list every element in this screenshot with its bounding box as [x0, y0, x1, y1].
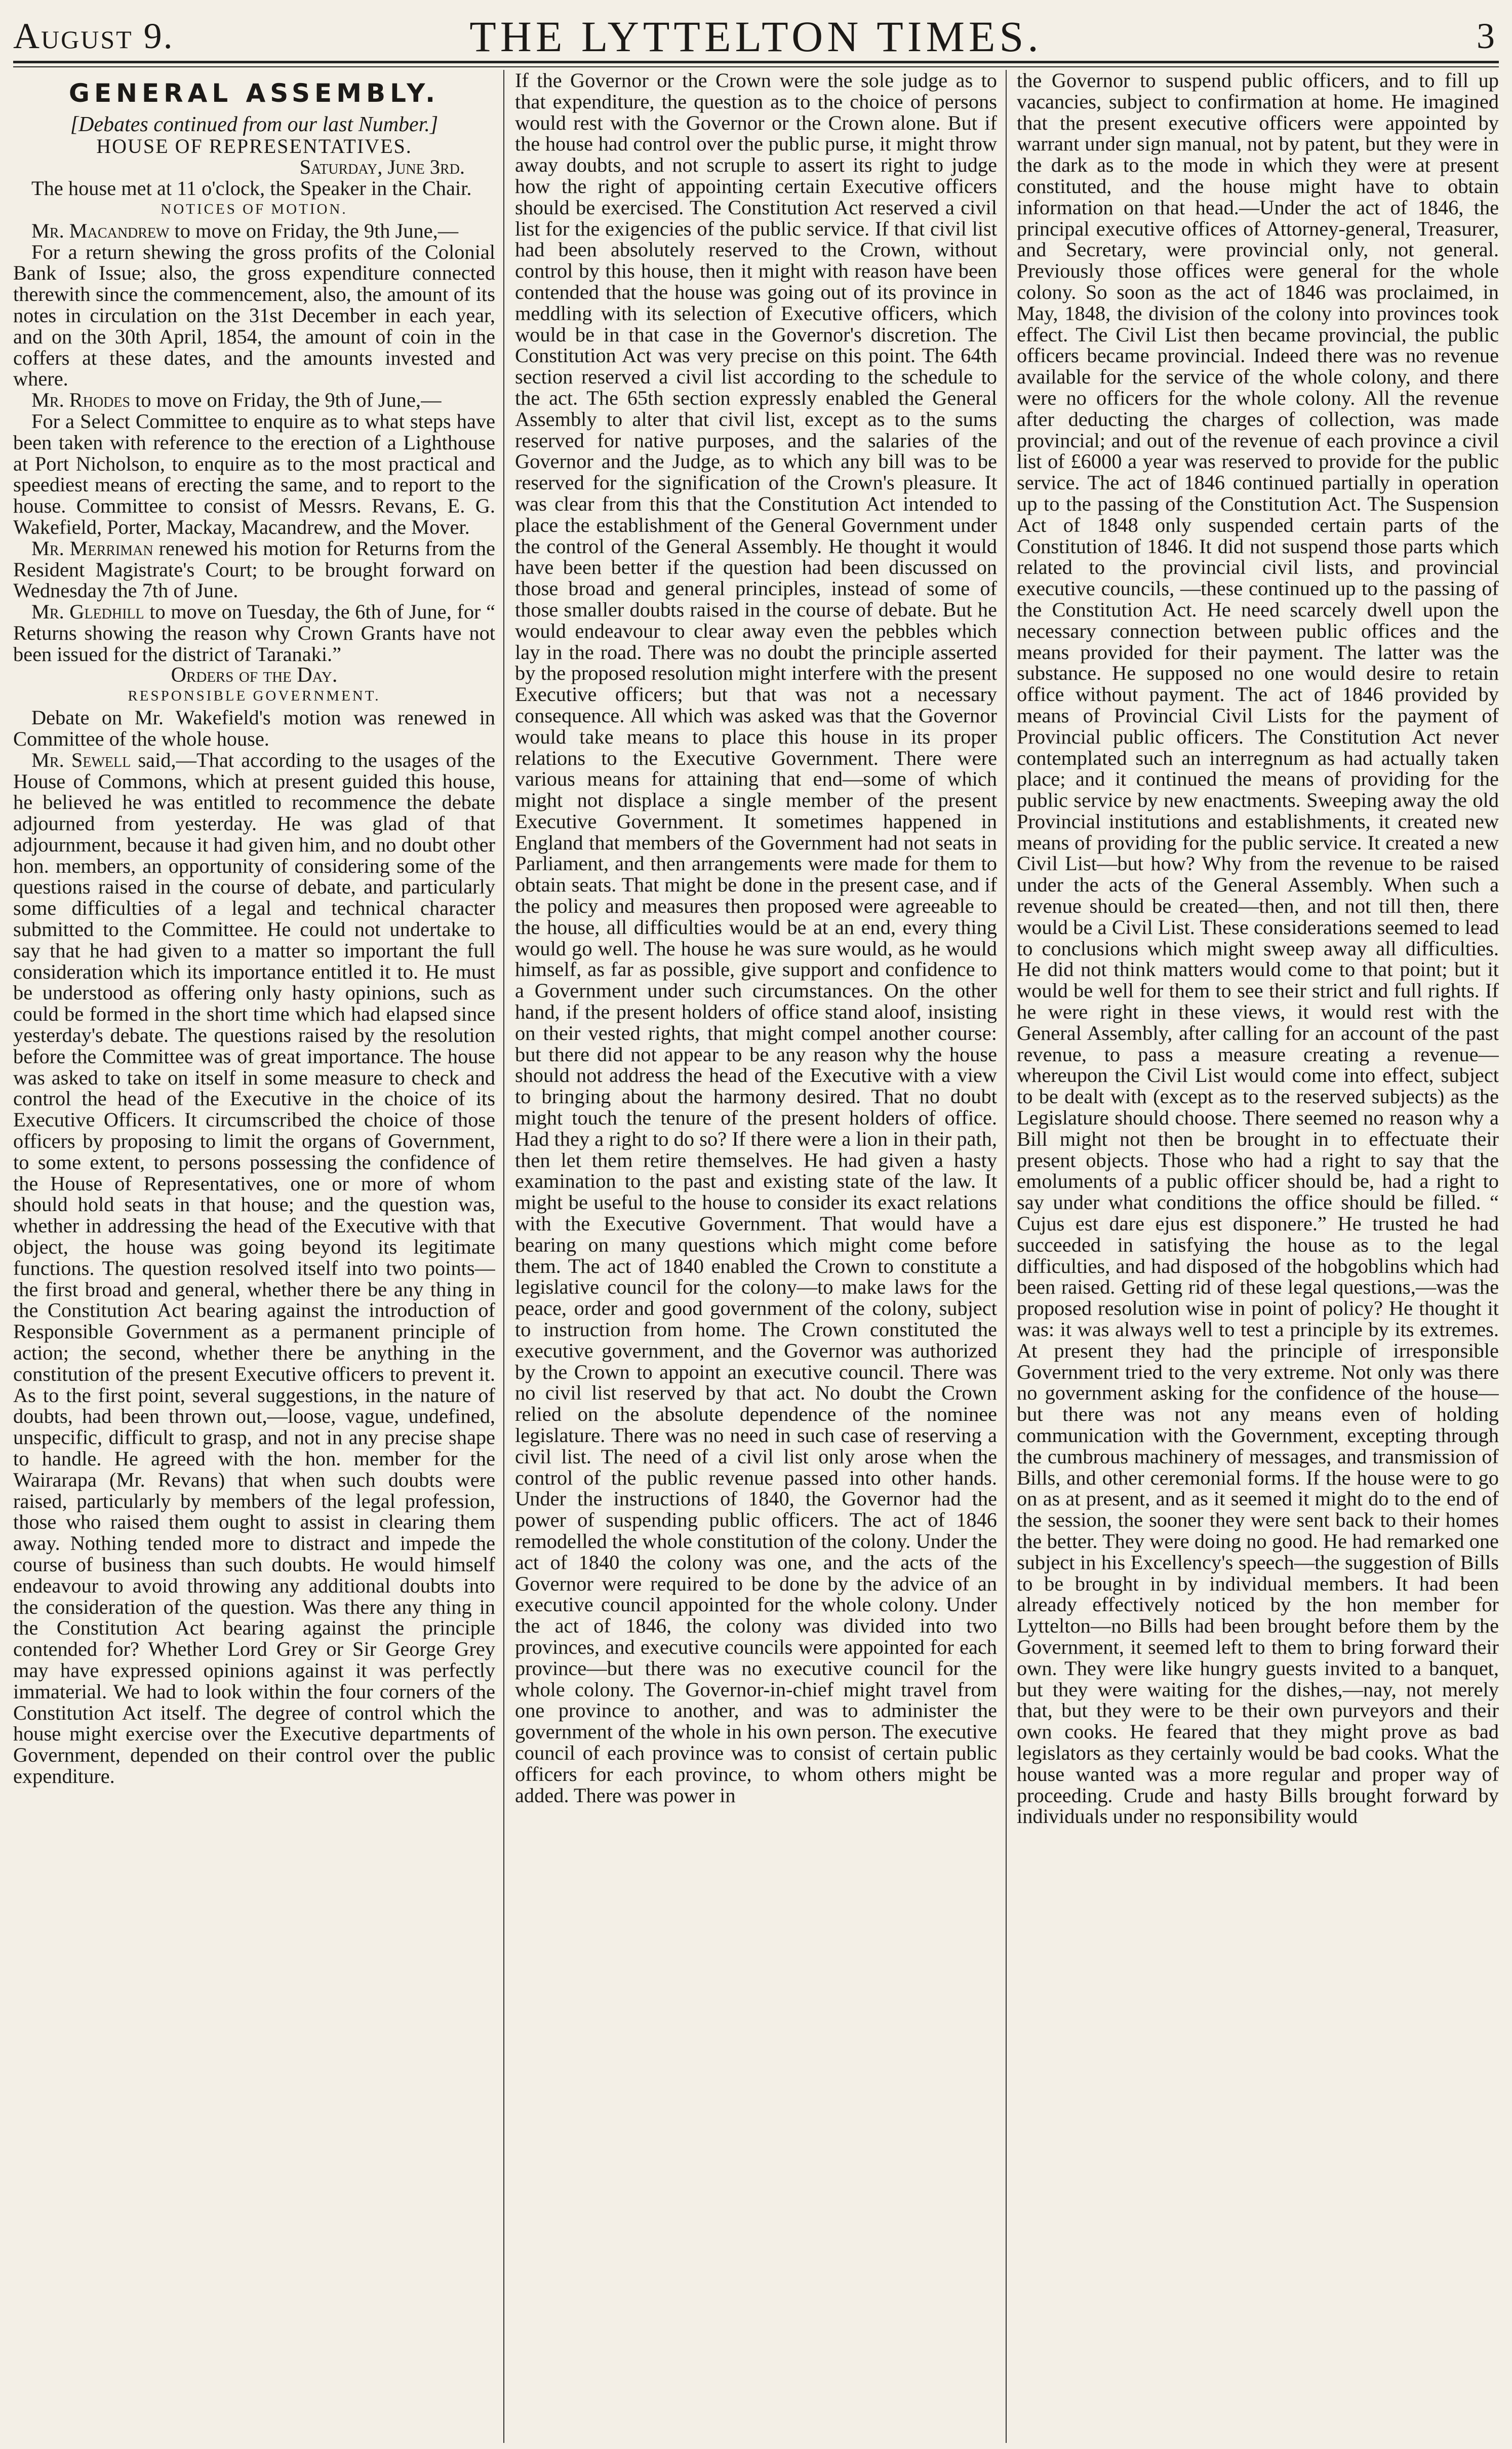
paragraph-text: to move on Tuesday, the 6th of June, for “ Returns showing the reason why Crown Grants have not been issued for the district of Taranaki.” — [13, 600, 495, 666]
page-number: 3 — [1477, 16, 1495, 56]
subsection-heading: RESPONSIBLE GOVERNMENT. — [128, 688, 381, 705]
paragraph: For a Select Committee to enquire as to what steps have been taken with reference to the erection of a Lighthouse at Port Nicholson, to enquire as to the most practical and speediest means of erecting the same, and to report to the house. Committee to consist of Messrs. Revans, E. G. Wakefield, Porter, Mackay, Macandrew, and the Mover. — [13, 409, 495, 538]
speaker-name: Mr. Gledhill — [31, 600, 144, 624]
masthead-rule — [13, 61, 1499, 63]
sitting-date: Saturday, June 3rd. — [299, 156, 465, 179]
speaker-name: Mr. Rhodes — [31, 388, 131, 412]
newspaper-title: THE LYTTELTON TIMES. — [469, 12, 1043, 61]
paragraph — [13, 220, 495, 242]
column-1 — [13, 70, 495, 2443]
column-divider — [1006, 70, 1007, 2443]
speaker-name: Mr. Merriman — [31, 536, 153, 560]
column-3 — [1017, 70, 1499, 2443]
paragraph: For a return shewing the gross profits of the Colonial Bank of Issue; also, the gross expenditure connected therewith since the commencement, also, the amount of its notes in circulation on the 31st December in each year, and on the 30th April, 1854, the amount of coin in the coffers at these dates, and the amounts invested and where. — [13, 240, 495, 391]
paragraph — [13, 390, 495, 411]
paragraph-text: to move on Friday, the 9th of June,— — [130, 388, 442, 412]
speaker-name: Mr. Sewell — [31, 748, 131, 771]
paragraph: If the Governor or the Crown were the sole judge as to that expenditure, the question as to the choice of persons would rest with the Governor or the Crown alone. But if the house had control over the public purse, it might throw away doubts, and not scruple to assert its right to judge how the right of appointing certain Executive officers should be exercised. The Constitution Act reserved a civil list for the exigencies of the public service. If that civil list had been absolutely reserved to the Crown, without control by this house, then it might with reason have been contended that the house was going out of its province in meddling with its selection of Executive officers, which would be in that case in the Governor's discretion. The Constitution Act was very precise on this point. The 64th section reserved a civil list according to the schedule to the act. The 65th section expressly enabled the General Assembly to alter that civil list, except as to the sums reserved for native purposes, and the salaries of the Governor and the Judge, as to which any bill was to be reserved for the signification of the Crown's pleasure. It was clear from this that the Constitution Act intended to place the establishment of the General Government under the control of the General Assembly. He thought it would have been better if the question had been discussed on those broad and general principles, instead of some of those smaller doubts raised in the course of debate. But he would endeavour to clear away even the pebbles which lay in the road. There was no doubt the principle asserted by the proposed resolution might interfere with the present Executive officers; but that was not a necessary consequence. All which was asked was that the Governor would take means to place this house in its proper relations to the Executive Government. There were various means for attaining that end—some of which might not displace a single member of the present Executive Government. It sometimes happened in England that members of the Government had not seats in Parliament, and then arrangements were made for them to obtain seats. That might be done in the present case, and if the policy and measures then proposed were agreeable to the house, all difficulties would be at an end, every thing would go well. The house he was sure would, as he would himself, as far as possible, give support and confidence to a Government under such circumstances. On the other hand, if the present holders of office stand aloof, insisting on their vested rights, that might compel another course: but there did not appear to be any reason why the house should not address the head of the Executive with a view to bringing about the harmony desired. That no doubt might touch the tenure of the present holders of office. Had they a right to do so? If there were a lion in their path, then let them retire themselves. He had given a hasty examination to the past and existing state of the law. It might be useful to the house to consider its exact relations with the Executive Government. That would have a bearing on many questions which might come before them. The act of 1840 enabled the Crown to constitute a legislative council for the colony—to make laws for the peace, order and good government of the colony, subject to instruction from home. The Crown constituted the executive government, and the Governor was authorized by the Crown to appoint an executive council. There was no civil list reserved by that act. No doubt the Crown relied on the absolute dependence of the nominee legislature. There was no need in such case of reserving a civil list. The need of a civil list only arose when the control of the public revenue passed into other hands. Under the instructions of 1840, the Governor had the power of suspending public officers. The act of 1846 remodelled the whole constitution of the colony. Under the act of 1840 the colony was one, and the acts of the Governor were required to be done by the advice of an executive council appointed for the whole colony. Under the act of 1846, the colony was divided into two provinces, and executive councils were appointed for each province—but there was no executive council for the whole colony. The Governor-in-chief might travel from one province to another, and was to administer the government of the whole in his own person. The executive council of each province was to consist of certain public officers for each province, to whom others might be added. There was power in — [515, 70, 997, 1807]
paragraph: the Governor to suspend public officers, and to fill up vacancies, subject to confirmation at home. He imagined that the present executive officers were appointed by warrant under sign manual, not by patent, but they were in the dark as to the mode in which they were at present constituted, and the house might have to obtain information on that head.—Under the act of 1846, the principal executive offices of Attorney-general, Treasurer, and Secretary, were provincial only, not general. Previously those offices were general for the whole colony. So soon as the act of 1846 was proclaimed, in May, 1848, the division of the colony into provinces took effect. The Civil List then became provincial, the public officers became provincial. Indeed there was no revenue available for the service of the whole colony, and there were no officers for the whole colony. All the revenue after deducting the charges of collection, was made provincial; and out of the revenue of each province a civil list of £6000 a year was reserved to provide for the public service. The act of 1846 continued partially in operation up to the passing of the Constitution Act. The Suspension Act of 1848 only suspended certain parts of the Constitution of 1846. It did not suspend those parts which related to the provincial civil lists, and provincial executive councils, —these continued up to the passing of the Constitution Act. He need scarcely dwell upon the necessary connection between public offices and the means provided for their payment. The latter was the substance. He supposed no one would desire to retain office without payment. The act of 1846 provided by means of Provincial Civil Lists for the payment of Provincial public officers. The Constitution Act never contemplated such an interregnum as had actually taken place; and it continued the means of providing for the public service by new enactments. Sweeping away the old Provincial institutions and establishments, it created new means of providing for the public service. It created a new Civil List—but how? Why from the revenue to be raised under the acts of the General Assembly. When such a revenue should be created—then, and not till then, there would be a Civil List. These considerations seemed to lead to conclusions which might sweep away all difficulties. He did not think matters would come to that point; but it would be well for them to see their strict and full rights. If he were right in these views, it would rest with the General Assembly, after calling for an account of the past revenue, to pass a measure creating a revenue—whereupon the Civil List would come into effect, subject to be dealt with (except as to the reserved subjects) as the Legislature should choose. There seemed no reason why a Bill might not then be brought in to effectuate their present objects. Those who had a right to say that the emoluments of a public officer should be, had a right to say under what conditions the office should be filled. “ Cujus est dare ejus est disponere.” He trusted he had succeeded in satisfying the house as to the legal difficulties, and had disposed of the hobgoblins which had been raised. Getting rid of these legal questions,—was the proposed resolution wise in point of policy? He thought it was: it was always well to test a principle by its extremes. At present they had the principle of irresponsible Government tried to the very extreme. Not only was there no government asking for the confidence of the house—but there was not any means even of holding communication with the Government, excepting through the cumbrous machinery of messages, and transmission of Bills, and other ceremonial forms. If the house were to go on as at present, and as it seemed it might do to the end of the session, the sooner they were sent back to their homes the better. They were doing no good. He had remarked one subject in his Excellency's speech—the suggestion of Bills to be brought in by individual members. It had been already effectively noticed by the hon member for Lyttelton—no Bills had been brought before them by the Government, it seemed left to them to bring forward their own. They were like hungry guests invited to a banquet, but they were waiting for the dishes,—nay, not merely that, but they were to be their own purveyors and their own cooks. He feared that they might prove as bad legislators as they certainly would be bad cooks. What the house wanted was a more regular and proper way of proceeding. Crude and hasty Bills brought forward by individuals under no responsibility would — [1017, 70, 1499, 1828]
paragraph: The house met at 11 o'clock, the Speaker in the Chair. — [31, 177, 472, 200]
paragraph-text: renewed his motion for Returns from the Resident Magistrate's Court; to be brought forward on Wednesday the 7th of June. — [13, 536, 495, 602]
notices-heading: NOTICES OF MOTION. — [161, 201, 348, 217]
house-heading: HOUSE OF REPRESENTATIVES. — [96, 134, 412, 158]
column-divider — [503, 70, 504, 2443]
orders-heading: Orders of the Day. — [171, 663, 338, 687]
masthead — [13, 10, 1499, 61]
paragraph — [13, 601, 495, 665]
column-2 — [515, 70, 997, 2443]
masthead-rule-thin — [13, 66, 1499, 67]
section-heading: GENERAL ASSEMBLY. — [68, 79, 440, 108]
paragraph — [13, 750, 495, 1787]
paragraph-text: to move on Friday, the 9th June,— — [169, 219, 459, 242]
debates-note: [Debates continued from our last Number.] — [70, 112, 439, 136]
paragraph — [13, 538, 495, 601]
speaker-name: Mr. Macandrew — [31, 219, 170, 242]
issue-date: August 9. — [13, 16, 174, 56]
paragraph: Debate on Mr. Wakefield's motion was renewed in Committee of the whole house. — [13, 706, 495, 750]
paragraph-text: said,—That according to the usages of the House of Commons, which at present guided this house, he believed he was entitled to recommence the debate adjourned from yesterday. He was glad of that adjournment, because it had given him, and no doubt other hon. members, an opportunity of considering some of the questions raised in the course of debate, and particularly some difficulties of a legal and technical character submitted to the Committee. He could not undertake to say that he had given to a matter so important the full consideration which its importance entitled it to. He must be understood as offering only hasty opinions, such as could be formed in the short time which had elapsed since yesterday's debate. The questions raised by the resolution before the Committee was of great importance. The house was asked to take on itself in some measure to check and control the head of the Executive in the choice of its Executive Officers. It circumscribed the choice of those officers by proposing to limit the organs of Government, to some extent, to persons possessing the confidence of the House of Representatives, one or more of whom should hold seats in that house; and the question was, whether in addressing the head of the Executive with that object, the house was going beyond its legitimate functions. The question resolved itself into two points—the first broad and general, whether there be any thing in the Constitution Act bearing against the introduction of Responsible Government as a permanent principle of action; the second, whether there be anything in the constitution of the present Executive officers to prevent it. As to the first point, several suggestions, in the nature of doubts, had been thrown out,—loose, vague, undefined, unspecific, difficult to grasp, and not in any precise shape to handle. He agreed with the hon. member for the Wairarapa (Mr. Revans) that when such doubts were raised, particularly by members of the legal profession, those who raised them ought to assist in clearing them away. Nothing tended more to distract and impede the course of business than such doubts. He would himself endeavour to avoid throwing any additional doubts into the consideration of the question. Was there any thing in the Constitution Act bearing against the principle contended for? Whether Lord Grey or Sir George Grey may have expressed opinions against it was perfectly immaterial. We had to look within the four corners of the Constitution Act itself. The degree of control which the house might exercise over the Executive departments of Government, depended on their control over the public expenditure. — [13, 748, 495, 1787]
